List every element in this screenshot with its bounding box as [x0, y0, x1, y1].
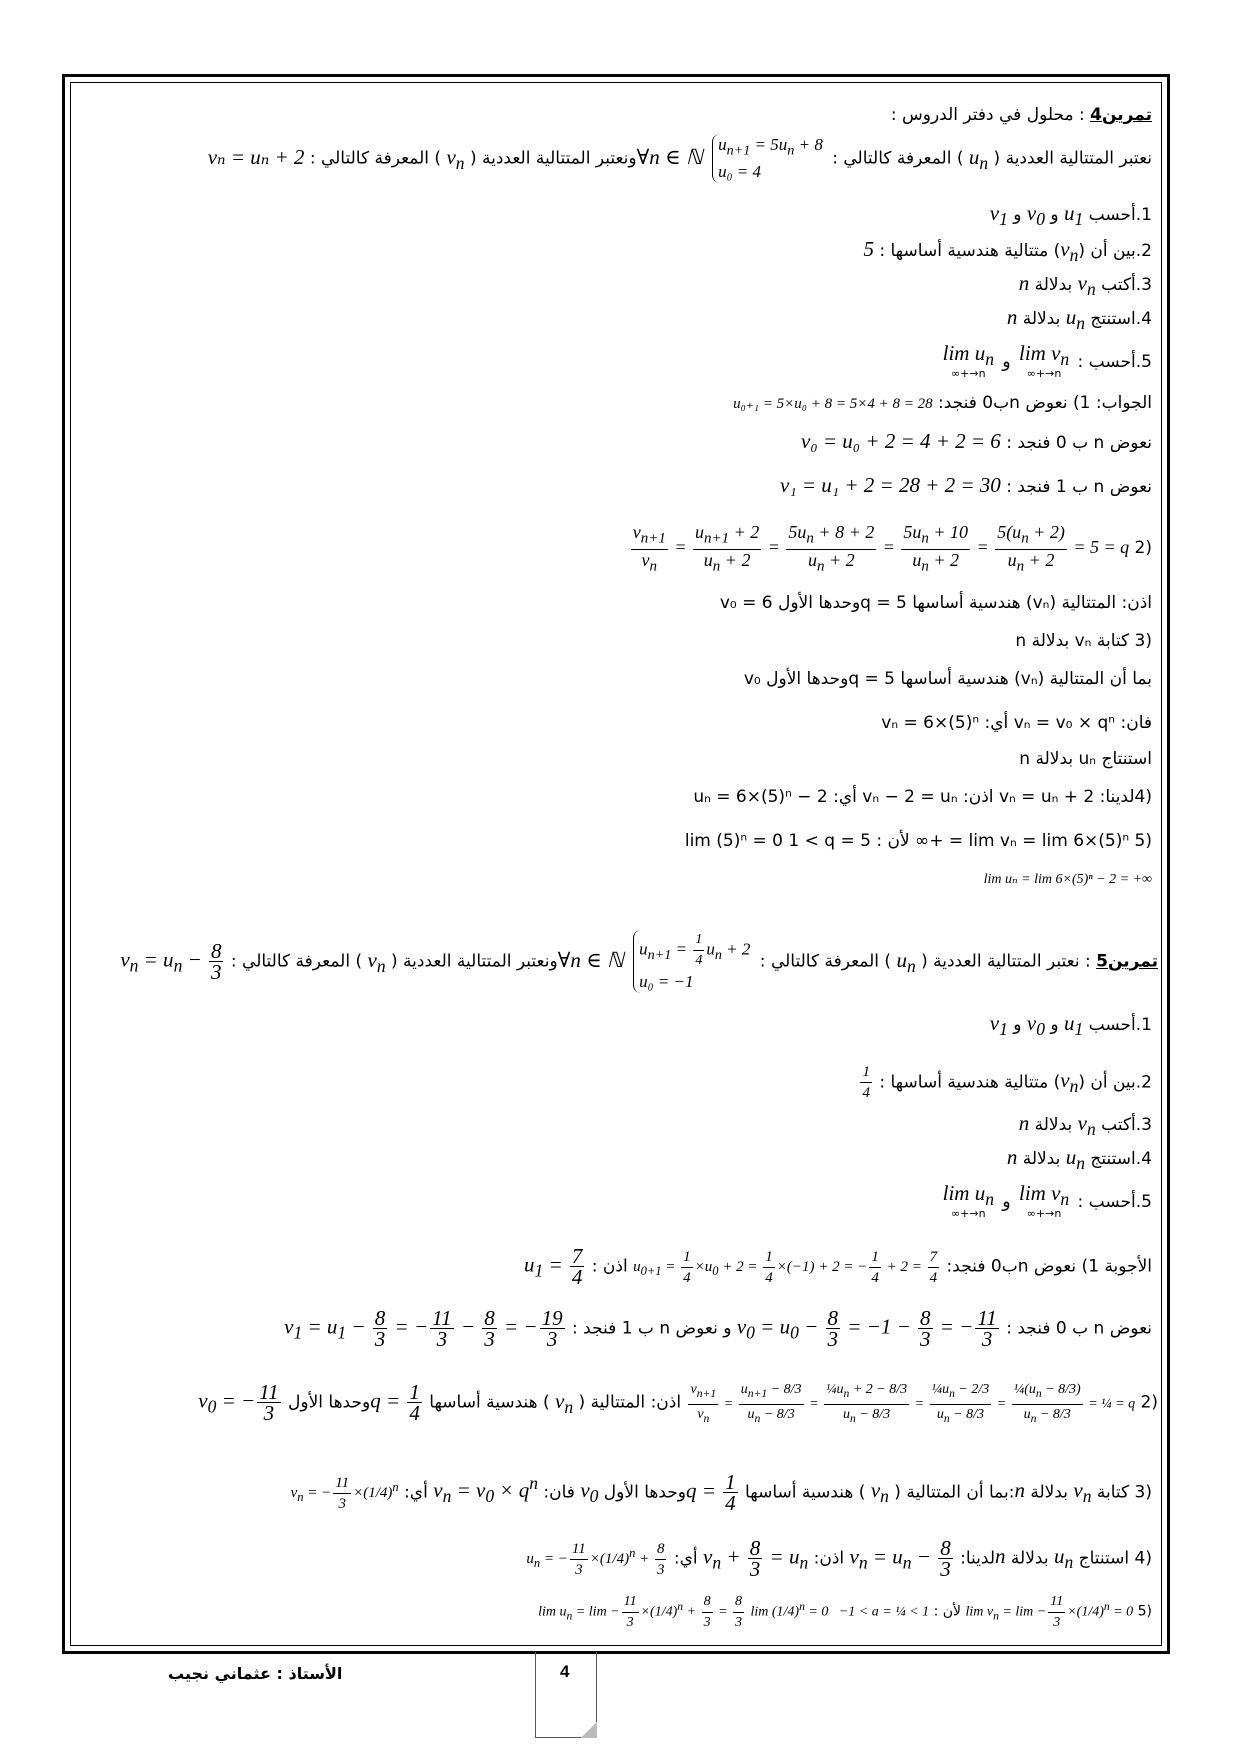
ex4-a1: الجواب: 1) نعوض nب0 فنجد: u₀₊₁ = 5×u₀ + 8 = 5×4 + 8 = 28	[733, 393, 1152, 413]
ex5-a1: الأجوبة 1) نعوض nب0 فنجد: $u_{0+1}$ = $\frac{1}{4}$ $\times u_0 + 2$ = $\frac{1}{4}$ ×(−1) + 2 = − $\frac{1}{4}$ + 2 = $\frac{7}{4}$ اذن : $u_1$ = $\frac{7}{4}$	[523, 1244, 1152, 1289]
ex5-title: تمرين5	[1096, 951, 1158, 972]
ex4-q5: 5.أحسب : $\lim v_n$ n→+∞ و $\lim u_n$ n→+∞	[942, 341, 1152, 381]
ex5-q2: 2.بين أن $(v_n)$ متتالية هندسية أساسها : $\frac{1}{4}$	[862, 1064, 1152, 1101]
ex5-q1: 1.أحسب $u_1$ و $v_0$ و $v_1$	[989, 1011, 1152, 1040]
ex4-intro: : محلول في دفتر الدروس :	[890, 105, 1085, 125]
ex4-a2: (2 $\frac{v_{n+1}}{v_n}$ = $\frac{u_{n+1} + 2}{u_n + 2}$ = $\frac{5u_n + 8 + 2}{u_n + 2}$ = $\frac{5u_n + 10}{u_n + 2}$ = $\frac{5(u_n + 2)}{u_n + 2}$ = 5 = q	[629, 522, 1152, 576]
ex4-header	[891, 104, 1152, 126]
ex4-definition: نعتبر المتتالية العددية ( $u_n$ ) المعرفة كالتالي : $u_{n+1} = 5u_n + 8$ u₀ = 4 ∀n ∈ ℕونعتبر المتتالية العددية ( $v_n$ ) المعرفة كالتالي : vₙ = uₙ + 2	[207, 135, 1152, 182]
ex5-a5: (5 $\lim v_n = \lim$ − $\frac{11}{3}$ $\times(1/4)^n = 0$ لأن : $\lim (1/4)^n = 0 -1 < a$ = ¼ < 1 $\lim u_n = \lim$ − $\frac{11}{3}$ $\times(1/4)^n$ + $\frac{8}{3}$ = $\frac{8}{3}$	[538, 1594, 1152, 1630]
ex4-a4b: (4لدينا: vₙ = uₙ + 2 اذن: vₙ − 2 = uₙ أي: uₙ = 6×(5)ⁿ − 2	[693, 787, 1152, 807]
ex4-a1c: نعوض n ب 1 فنجد : v₁ = u₁ + 2 = 28 + 2 = 30	[780, 473, 1152, 497]
ex5-q4: 4.استنتج $u_n$ بدلالة n	[1006, 1145, 1152, 1174]
ex4-a3b: بما أن المتتالية (vₙ) هندسية أساسها q = 5وحدها الأول v₀	[743, 669, 1152, 689]
ex5-q3: 3.أكتب $v_n$ بدلالة n	[1018, 1111, 1152, 1140]
ex5-a2: (2 $\frac{v_{n+1}}{v_n}$ = $\frac{u_{n+1} - 8/3}{u_n - 8/3}$ = $\frac{\frac{1}{4}u_n + 2 - 8/3}{u_n - 8/3}$ = $\frac{\frac{1}{4}u_n - 2/3}{u_n - 8/3}$ = $\frac{\frac{1}{4}(u_n - 8/3)}{u_n - 8/3}$ = ¼ = q اذن: المتتالية ( $v_n$ ) هندسية أساسها q = $\frac{1}{4}$ وحدها الأول $v_0$ = − $\frac{11}{3}$	[198, 1380, 1158, 1426]
ex4-a5: (5 lim vₙ = lim 6×(5)ⁿ = +∞ لأن : lim (5)ⁿ = 0 1 < q = 5	[684, 831, 1152, 851]
ex4-a4: استنتاج uₙ بدلالة n	[1019, 749, 1152, 769]
ex4-q3: 3.أكتب $v_n$ بدلالة n	[1018, 271, 1152, 300]
ex5-a3: (3 كتابة $v_n$ بدلالة n:بما أن المتتالية ( $v_n$ ) هندسية أساسها q = $\frac{1}{4}$ وحدها الأول $v_0$ فان: $v_n = v_0 \times q^n$ أي: $v_n$ = − $\frac{11}{3}$ $\times(1/4)^n$	[290, 1470, 1152, 1515]
ex4-q2: 2.بين أن $(v_n)$ متتالية هندسية أساسها : 5	[863, 237, 1152, 266]
ex4-vdef: vₙ = uₙ + 2	[207, 144, 305, 169]
ex4-a3: (3 كتابة vₙ بدلالة n	[1015, 631, 1152, 651]
ex4-q1: 1.أحسب $u_1$ و $v_0$ و $v_1$	[989, 201, 1152, 230]
ex5-a1b: نعوض n ب 0 فنجد : $v_0 = u_0$ − $\frac{8}{3}$ = −1 − $\frac{8}{3}$ = − $\frac{11}{3}$ و نعوض n ب 1 فنجد : $v_1 = u_1$ − $\frac{8}{3}$ = − $\frac{11}{3}$ − $\frac{8}{3}$ = − $\frac{19}{3}$	[284, 1306, 1152, 1351]
ex5-definition: تمرين5 : نعتبر المتتالية العددية ( $u_n$ ) المعرفة كالتالي : $u_{n+1}$ = $\frac{1}{4}$ $u_n + 2$ u₀ = −1 ∀n ∈ ℕونعتبر المتتالية العددية ( $v_n$ ) المعرفة كالتالي : $v_n = u_n$ − $\frac{8}{3}$	[120, 932, 1158, 991]
ex4-ratio: $\frac{v_{n+1}}{v_n}$ = $\frac{u_{n+1} + 2}{u_n + 2}$ = $\frac{5u_n + 8 + 2}{u_n + 2}$ = $\frac{5u_n + 10}{u_n + 2}$ = $\frac{5(u_n + 2)}{u_n + 2}$ = 5 = q	[632, 522, 1130, 575]
ex5-q5: 5.أحسب : $\lim v_n$ n→+∞ و $\lim u_n$ n→+∞	[942, 1181, 1152, 1221]
ex4-q4: 4.استنتج $u_n$ بدلالة n	[1006, 305, 1152, 334]
ex5-system: $u_{n+1}$ = $\frac{1}{4}$ $u_n + 2$ u₀ = −1	[633, 930, 750, 993]
ex4-a1b: نعوض n ب 0 فنجد : v₀ = u₀ + 2 = 4 + 2 = 6	[801, 429, 1152, 453]
ex4-title: تمرين4	[1090, 105, 1152, 125]
author-name: الأستاذ : عثماني نجيب	[168, 1664, 343, 1683]
ex4-system: $u_{n+1} = 5u_n + 8$ u₀ = 4	[712, 134, 823, 183]
page-number: 4	[560, 1662, 570, 1681]
ex5-vdef: $v_n = u_n$ − $\frac{8}{3}$	[120, 939, 222, 985]
ex4-a2c: اذن: المتتالية (vₙ) هندسية أساسها q = 5وحدها الأول v₀ = 6	[719, 593, 1152, 613]
ex5-a4: (4 استنتاج $u_n$ بدلالة nلدينا: $v_n = u_n$ − $\frac{8}{3}$ اذن: $v_n$ + $\frac{8}{3}$ = $u_n$ أي: $u_n$ = − $\frac{11}{3}$ $\times(1/4)^n$ + $\frac{8}{3}$	[526, 1536, 1152, 1581]
ex4-a5b: lim uₙ = lim 6×(5)ⁿ − 2 = +∞	[983, 872, 1152, 887]
ex4-a3c: فان: vₙ = v₀ × qⁿ أي: vₙ = 6×(5)ⁿ	[881, 713, 1152, 733]
